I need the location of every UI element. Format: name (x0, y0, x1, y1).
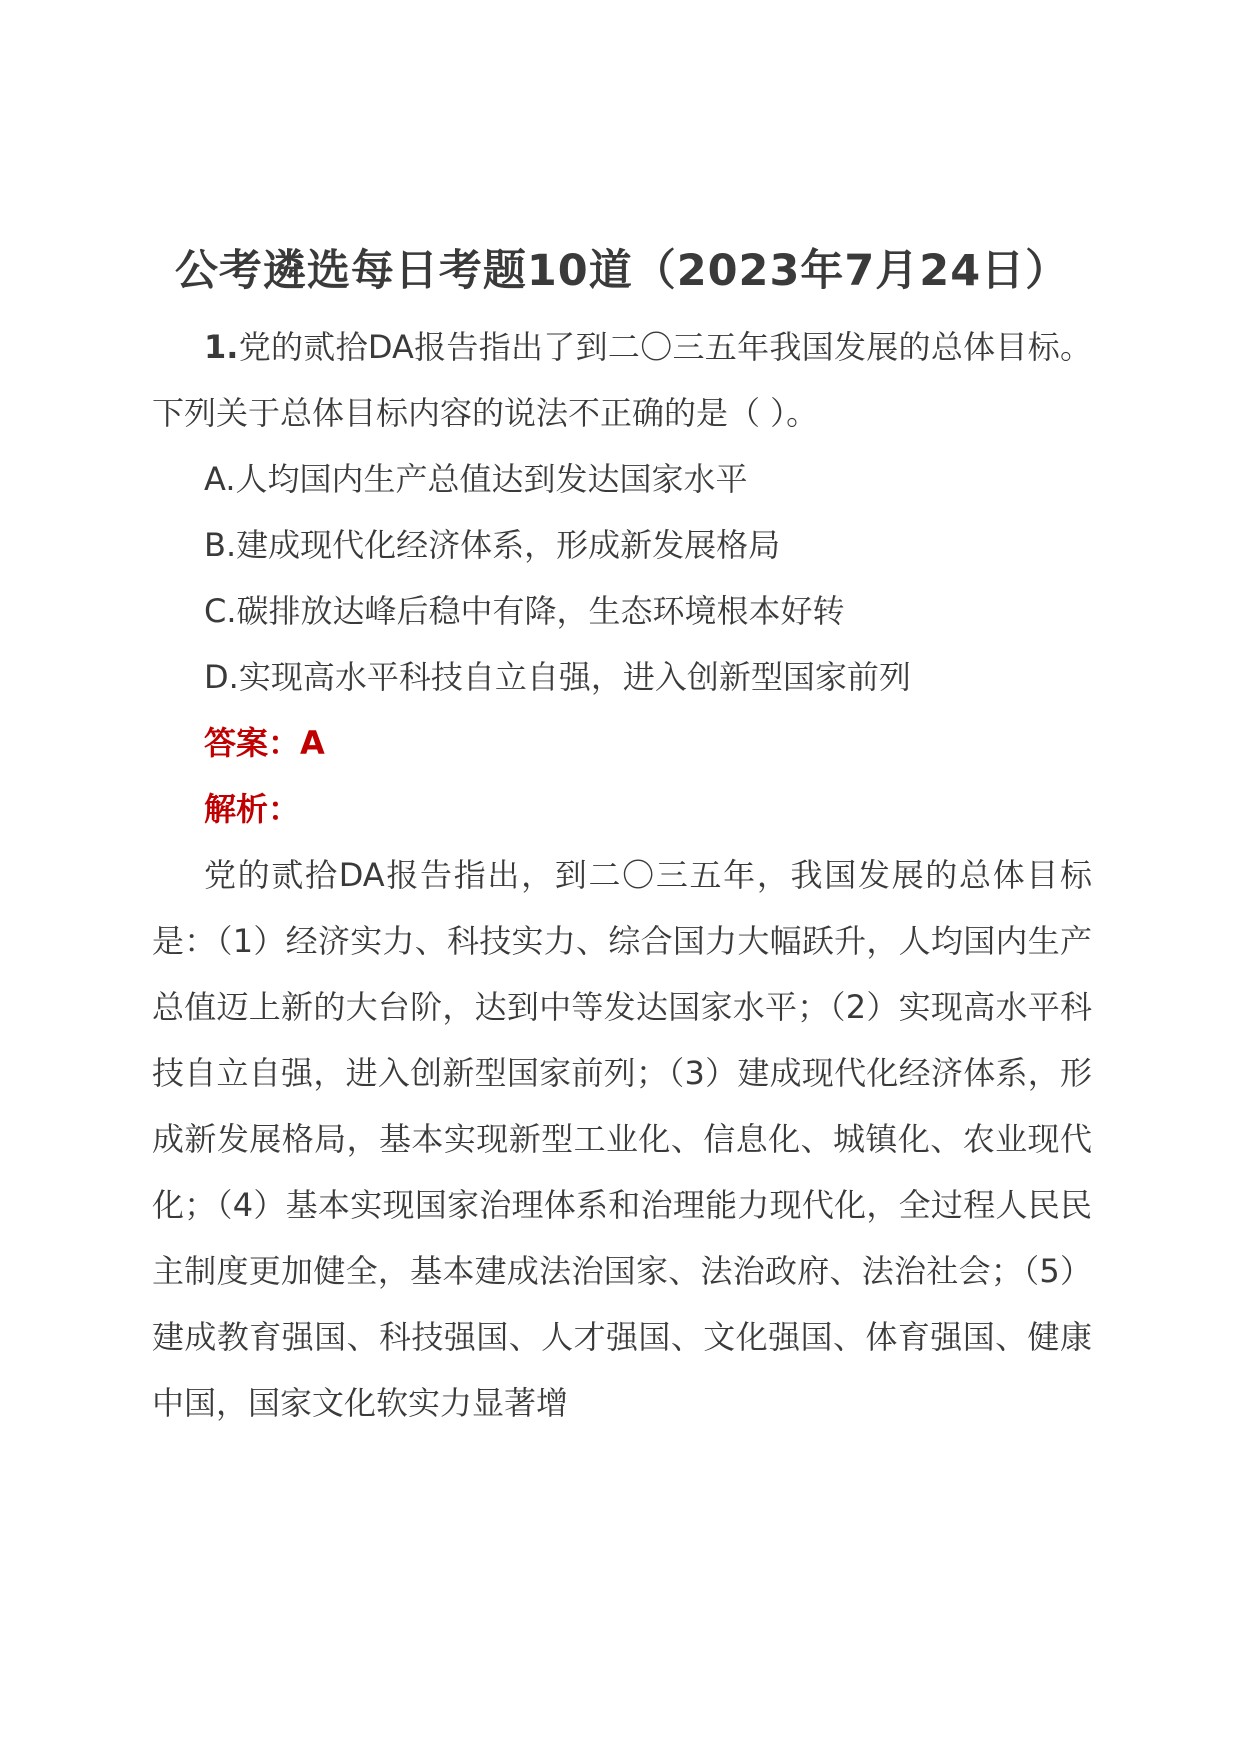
answer-label: 答案：A (204, 724, 325, 762)
question-text: 党的贰拾DA报告指出了到二〇三五年我国发展的总体目标。下列关于总体目标内容的说法不正确的是（ ）。 (152, 328, 1092, 432)
analysis-text: 党的贰拾DA报告指出，到二〇三五年，我国发展的总体目标是：（1）经济实力、科技实力、综合国力大幅跃升，人均国内生产总值迈上新的大台阶，达到中等发达国家水平；（2）实现高水平科技自立自强，进入创新型国家前列；（3）建成现代化经济体系，形成新发展格局，基本实现新型工业化、信息化、城镇化、农业现代化；（4）基本实现国家治理体系和治理能力现代化，全过程人民民主制度更加健全，基本建成法治国家、法治政府、法治社会；（5）建成教育强国、科技强国、人才强国、文化强国、体育强国、健康中国，国家文化软实力显著增 (152, 856, 1092, 1422)
option-d: D.实现高水平科技自立自强，进入创新型国家前列 (204, 658, 911, 696)
question-number: 1. (204, 328, 239, 366)
document-title: 公考遴选每日考题10道（2023年7月24日） (174, 246, 1070, 296)
option-c: C.碳排放达峰后稳中有降，生态环境根本好转 (204, 592, 845, 630)
document-page (152, 238, 1092, 1436)
question-stem (152, 314, 1092, 446)
option-b: B.建成现代化经济体系，形成新发展格局 (204, 526, 781, 564)
analysis-label: 解析： (204, 790, 301, 828)
option-a: A.人均国内生产总值达到发达国家水平 (204, 460, 748, 498)
